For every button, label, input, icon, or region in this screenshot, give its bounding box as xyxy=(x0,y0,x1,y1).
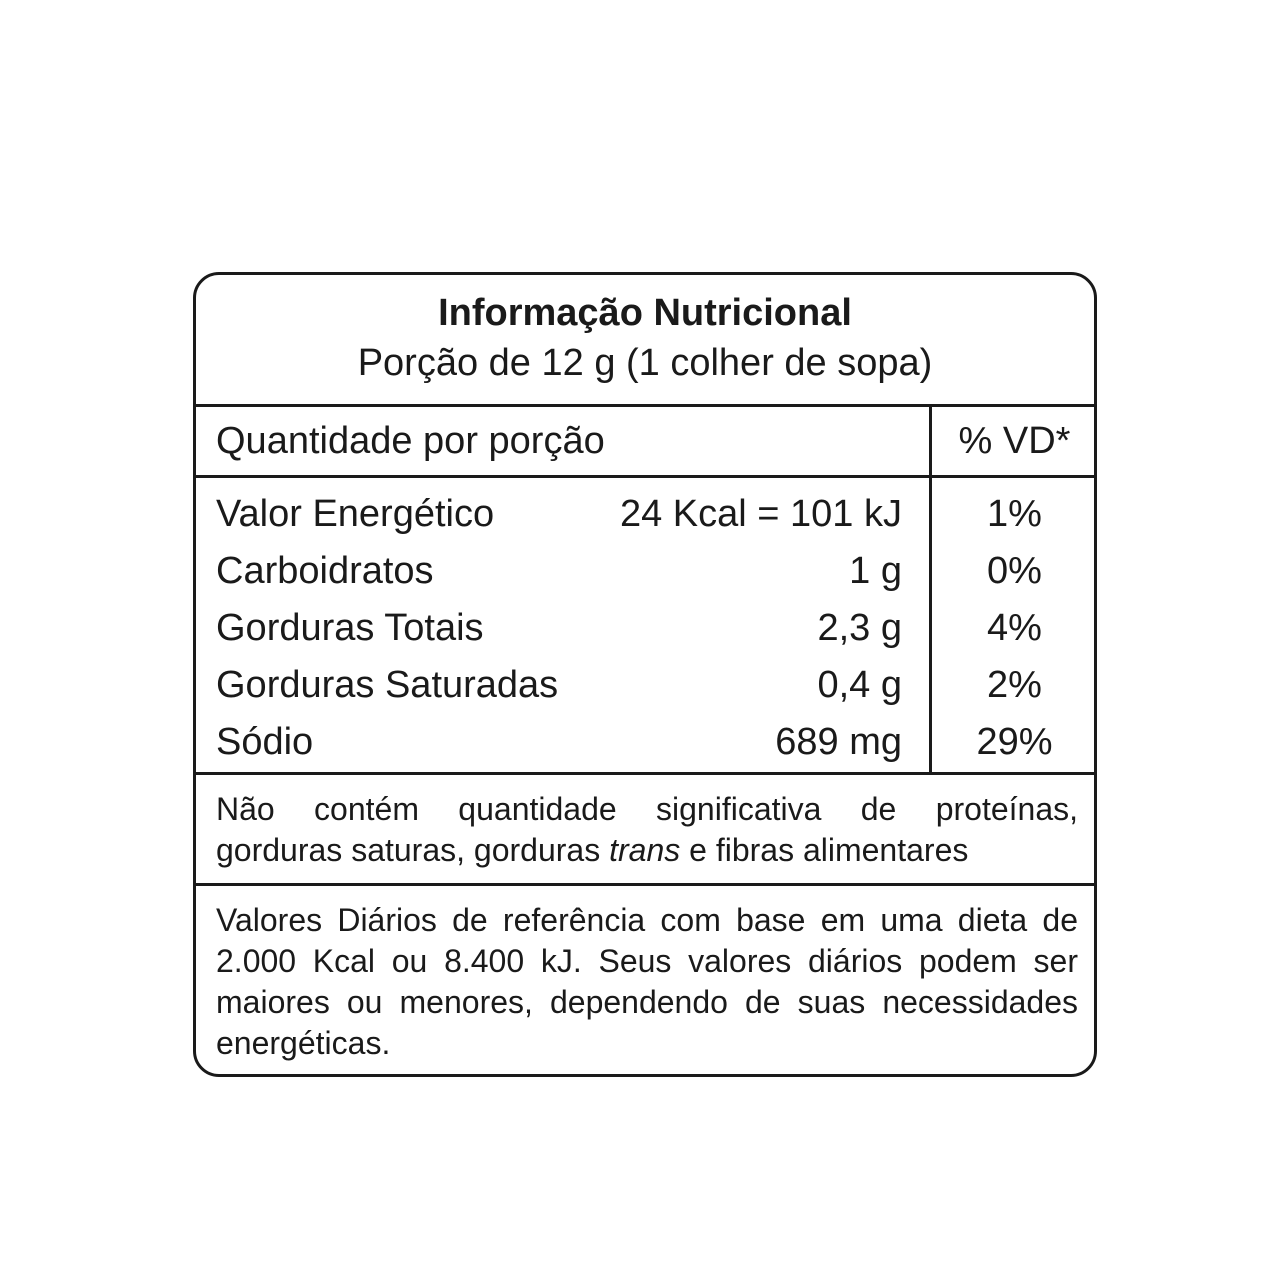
nutrient-vd: 4% xyxy=(987,607,1042,649)
nutrient-row-energy xyxy=(196,486,1094,543)
footnote-text: Valores Diários de referência com base em uma dieta de 2.000 Kcal ou 8.400 kJ. Seus valores diários podem ser maiores ou menores, dependendo de suas necessidades energéticas. xyxy=(216,902,1078,1061)
nutrient-row-sodium xyxy=(196,714,1094,771)
label-title-section xyxy=(196,275,1094,407)
note-line-2-start: gorduras saturas, gorduras xyxy=(216,832,610,868)
nutrient-amount: 2,3 g xyxy=(817,607,902,649)
note-line-1: Não contém quantidade significativa de proteínas, xyxy=(216,791,1078,827)
portion-size: Porção de 12 g (1 colher de sopa) xyxy=(357,342,933,384)
nutrient-amount: 1 g xyxy=(849,550,902,592)
daily-values-footnote xyxy=(196,886,1094,1077)
column-header-row xyxy=(196,407,1094,478)
nutrient-name: Valor Energético xyxy=(216,493,495,535)
nutrient-vd: 1% xyxy=(987,493,1042,535)
nutrient-row-total-fat xyxy=(196,600,1094,657)
not-significant-note xyxy=(196,775,1094,886)
vd-header: % VD* xyxy=(958,420,1071,462)
nutrient-vd: 29% xyxy=(976,721,1053,763)
nutrient-row-saturated-fat xyxy=(196,657,1094,714)
nutrient-amount: 0,4 g xyxy=(817,664,902,706)
nutrient-name: Gorduras Saturadas xyxy=(216,664,559,706)
nutrient-vd: 0% xyxy=(987,550,1042,592)
note-line-2-end: e fibras alimentares xyxy=(680,832,969,868)
nutrition-facts-label xyxy=(193,272,1097,1077)
note-trans-word: trans xyxy=(609,832,681,868)
nutrient-amount: 24 Kcal = 101 kJ xyxy=(619,493,902,535)
note-line-2 xyxy=(216,830,1078,871)
nutrient-rows xyxy=(196,478,1094,775)
note-text xyxy=(216,789,1078,871)
nutrient-row-carbs xyxy=(196,543,1094,600)
quantity-header: Quantidade por porção xyxy=(216,420,605,462)
label-title: Informação Nutricional xyxy=(438,292,852,334)
nutrient-name: Sódio xyxy=(216,721,314,763)
nutrient-name: Gorduras Totais xyxy=(216,607,484,649)
nutrient-amount: 689 mg xyxy=(775,721,902,763)
nutrient-vd: 2% xyxy=(987,664,1042,706)
nutrient-name: Carboidratos xyxy=(216,550,434,592)
